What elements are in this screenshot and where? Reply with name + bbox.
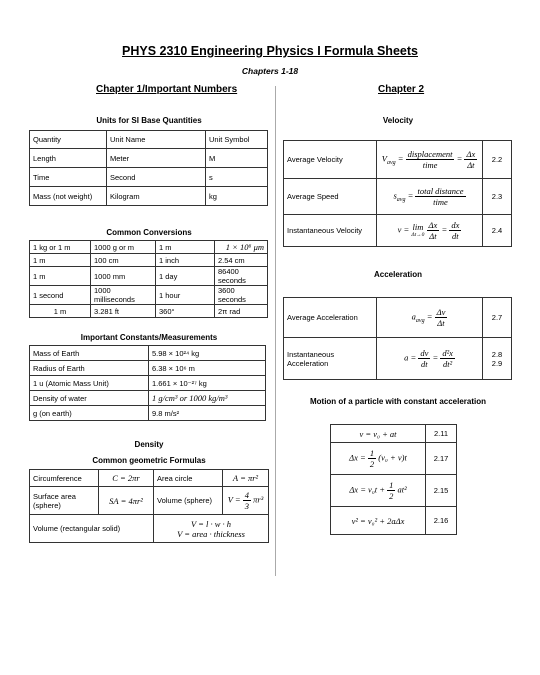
- table-row: [284, 179, 512, 215]
- constants-title: Important Constants/Measurements: [80, 333, 218, 342]
- equation-number: 2.15: [426, 475, 457, 507]
- acceleration-table: [283, 297, 512, 380]
- geo-formula: SA = 4πr²: [99, 487, 154, 515]
- geo-label: Circumference: [30, 470, 99, 487]
- constant-value: 1 g/cm³ or 1000 kg/m³: [149, 391, 266, 406]
- si-units-title: Units for SI Base Quantities: [96, 116, 202, 125]
- velocity-title: Velocity: [382, 116, 414, 125]
- geo-label: Volume (sphere): [154, 487, 223, 515]
- conv-cell: 1 m: [30, 267, 91, 286]
- motion-formula: v² = v₀² + 2aΔx: [331, 507, 426, 535]
- inst-acceleration-formula: a = $\frac{dv}{dt}$ = $\frac{\text{d²x}}{\text{dt²}}$: [377, 338, 483, 380]
- conv-cell: 1000 milliseconds: [91, 286, 156, 305]
- table-row: [30, 470, 269, 487]
- table-row: [30, 361, 266, 376]
- si-units-table: [29, 130, 268, 206]
- table-row: [284, 338, 512, 380]
- table-row: [284, 215, 512, 247]
- conv-cell: 1 m: [30, 254, 91, 267]
- table-row: [30, 241, 268, 254]
- table-row: [30, 149, 268, 168]
- table-row: [30, 515, 269, 543]
- motion-formula: v = v₀ + at: [331, 425, 426, 443]
- geo-label: Surface area (sphere): [30, 487, 99, 515]
- equation-number: 2.16: [426, 507, 457, 535]
- constant-name: g (on earth): [30, 406, 149, 421]
- chapter-2-heading: Chapter 2: [378, 84, 425, 95]
- inst-velocity-formula: v = lim Δt→0 $\frac{\Delta x}{\Delta t}$ = $\frac{dx}{dt}$: [377, 215, 483, 247]
- si-header-row: [30, 131, 268, 149]
- table-row: [30, 406, 266, 421]
- si-header-cell: Quantity: [30, 131, 107, 149]
- constants-table: [29, 345, 266, 421]
- table-row: [30, 305, 268, 318]
- geo-label: Area circle: [154, 470, 223, 487]
- table-row: [284, 298, 512, 338]
- conv-cell: 2.54 cm: [215, 254, 268, 267]
- equation-number: 2.3: [483, 179, 512, 215]
- conv-cell: 1 × 10⁶ μm: [215, 241, 268, 254]
- motion-table: [330, 424, 457, 535]
- conv-cell: 1 m: [30, 305, 91, 318]
- conversions-table: [29, 240, 268, 318]
- page-subtitle: Chapters 1-18: [241, 66, 299, 76]
- conv-cell: 1000 g or m: [91, 241, 156, 254]
- page-title: PHYS 2310 Engineering Physics I Formula Sheets: [122, 44, 418, 58]
- conv-cell: 1 kg or 1 m: [30, 241, 91, 254]
- equation-number: 2.7: [483, 298, 512, 338]
- motion-formula: Δx = v₀t + $\frac{1}{2}$ at²: [331, 475, 426, 507]
- constant-name: Mass of Earth: [30, 346, 149, 361]
- equation-number: 2.4: [483, 215, 512, 247]
- constant-value: 5.98 × 10²⁴ kg: [149, 346, 266, 361]
- conv-cell: 1 second: [30, 286, 91, 305]
- si-cell: s: [206, 168, 268, 187]
- conv-cell: 1 hour: [156, 286, 215, 305]
- constant-name: Density of water: [30, 391, 149, 406]
- si-header-cell: Unit Symbol: [206, 131, 268, 149]
- constant-value: 1.661 × 10⁻²⁷ kg: [149, 376, 266, 391]
- geo-formula: C = 2πr: [99, 470, 154, 487]
- conv-cell: 1000 mm: [91, 267, 156, 286]
- conv-cell: 86400 seconds: [215, 267, 268, 286]
- si-cell: Mass (not weight): [30, 187, 107, 206]
- table-row: [284, 141, 512, 179]
- si-header-cell: Unit Name: [107, 131, 206, 149]
- velocity-table: [283, 140, 512, 247]
- column-divider: [275, 86, 276, 576]
- geometric-formulas-table: [29, 469, 269, 543]
- equation-number: 2.2: [483, 141, 512, 179]
- table-row: [331, 443, 457, 475]
- geo-label: Volume (rectangular solid): [30, 515, 154, 543]
- equation-number: 2.11: [426, 425, 457, 443]
- velocity-label: Average Velocity: [284, 141, 377, 179]
- density-title: Density: [134, 440, 164, 449]
- table-row: [30, 391, 266, 406]
- table-row: [30, 267, 268, 286]
- conv-cell: 3600 seconds: [215, 286, 268, 305]
- geo-formula: A = πr²: [223, 470, 269, 487]
- acceleration-label: Instantaneous Acceleration: [284, 338, 377, 380]
- table-row: [30, 254, 268, 267]
- conv-cell: 1 m: [156, 241, 215, 254]
- conv-cell: 100 cm: [91, 254, 156, 267]
- conversions-title: Common Conversions: [106, 228, 192, 237]
- geo-formula: V = l · w · h V = area · thickness: [154, 515, 269, 543]
- si-cell: Length: [30, 149, 107, 168]
- velocity-label: Average Speed: [284, 179, 377, 215]
- geometric-formulas-title: Common geometric Formulas: [92, 456, 206, 465]
- conv-cell: 1 day: [156, 267, 215, 286]
- constant-name: 1 u (Atomic Mass Unit): [30, 376, 149, 391]
- table-row: [30, 376, 266, 391]
- equation-number: 2.17: [426, 443, 457, 475]
- si-cell: M: [206, 149, 268, 168]
- si-cell: Second: [107, 168, 206, 187]
- si-cell: Time: [30, 168, 107, 187]
- acceleration-title: Acceleration: [373, 270, 423, 279]
- geo-formula: V = $\frac{4}{3}$ πr³: [223, 487, 269, 515]
- table-row: [331, 507, 457, 535]
- acceleration-label: Average Acceleration: [284, 298, 377, 338]
- velocity-label: Instantaneous Velocity: [284, 215, 377, 247]
- conv-cell: 1 inch: [156, 254, 215, 267]
- constant-value: 9.8 m/s²: [149, 406, 266, 421]
- table-row: [30, 487, 269, 515]
- constant-name: Radius of Earth: [30, 361, 149, 376]
- table-row: [30, 168, 268, 187]
- conv-cell: 3.281 ft: [91, 305, 156, 318]
- si-cell: Kilogram: [107, 187, 206, 206]
- equation-number: 2.8 2.9: [483, 338, 512, 380]
- conv-cell: 360°: [156, 305, 215, 318]
- table-row: [30, 346, 266, 361]
- table-row: [30, 187, 268, 206]
- table-row: [331, 425, 457, 443]
- motion-title: Motion of a particle with constant acceleration: [309, 397, 487, 406]
- table-row: [30, 286, 268, 305]
- avg-velocity-formula: $V_{avg}$ = $\frac{\text{displacement}}{\text{time}}$ = $\frac{\Delta x}{\Delta t}$: [377, 141, 483, 179]
- motion-formula: Δx = $\frac{1}{2}$ (v₀ + v)t: [331, 443, 426, 475]
- avg-acceleration-formula: $a_{avg}$ = $\frac{\Delta v}{\Delta t}$: [377, 298, 483, 338]
- si-cell: kg: [206, 187, 268, 206]
- si-cell: Meter: [107, 149, 206, 168]
- table-row: [331, 475, 457, 507]
- constant-value: 6.38 × 10⁶ m: [149, 361, 266, 376]
- chapter-1-heading: Chapter 1/Important Numbers: [96, 84, 238, 95]
- conv-cell: 2π rad: [215, 305, 268, 318]
- avg-speed-formula: $s_{avg}$ = $\frac{\text{total distance}}{\text{time}}$: [377, 179, 483, 215]
